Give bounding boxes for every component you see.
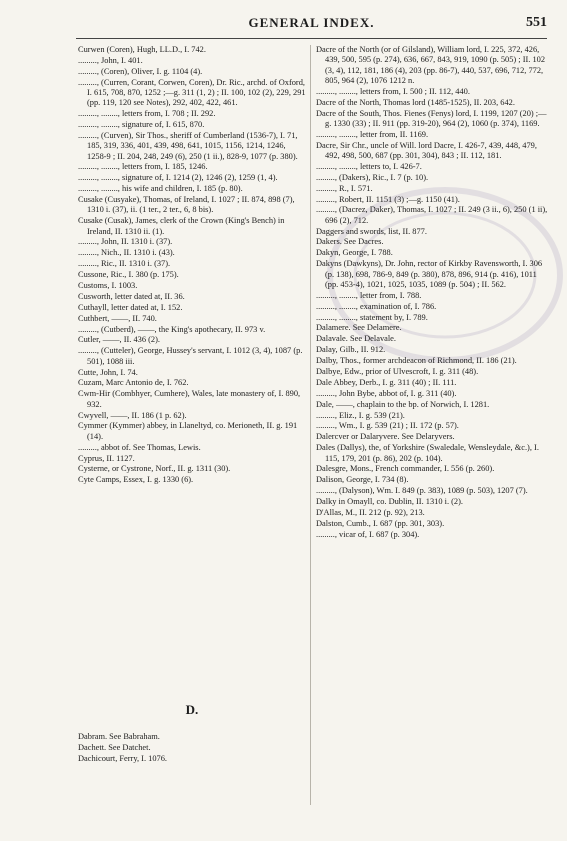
index-entry: Daggers and swords, list, II. 877.: [316, 226, 427, 236]
index-entry: Dakers. See Dacres.: [316, 237, 384, 247]
index-entry: Cusworth, letter dated at, II. 36.: [78, 291, 185, 301]
index-entry: Customs, I. 1003.: [78, 281, 138, 291]
index-entry: Cymmer (Kymmer) abbey, in Llaneltyd, co. Merioneth, II. g. 191 (14).: [78, 421, 298, 441]
index-entry: ........., Nich., II. 1310 i. (43).: [78, 248, 175, 258]
index-entry: ........., ........, signature of, I. 615, 870.: [78, 120, 205, 130]
index-entry: Cyprus, II. 1127.: [78, 453, 135, 463]
index-entry: Curwen (Coren), Hugh, LL.D., I. 742.: [78, 45, 206, 54]
index-entry: ........., ........, letters from, I. 500 ; II. 112, 440.: [316, 86, 470, 96]
index-entry: Dalavale. See Delavale.: [316, 334, 396, 344]
index-entry: ........., ........, signature of, I. 1214 (2), 1246 (2), 1259 (1, 4).: [78, 173, 278, 183]
index-entry: Dalston, Cumb., I. 687 (pp. 301, 303).: [316, 518, 445, 528]
index-entry: Dachett. See Datchet.: [78, 743, 151, 752]
index-entry: Dacre of the North, Thomas lord (1485-1525), II. 203, 642.: [316, 97, 515, 107]
index-entry: ........., (Dalyson), Wm. I. 849 (p. 383), 1089 (p. 503), 1207 (7).: [316, 486, 528, 496]
index-entry: ........., R., I. 571.: [316, 183, 373, 193]
index-entry: ........., (Cutteler), George, Hussey's servant, I. 1012 (3, 4), 1087 (p. 501), 1088 iii.: [78, 346, 303, 366]
column-divider: [310, 45, 311, 805]
right-column: [316, 45, 548, 541]
section-heading-d: D.: [185, 702, 199, 717]
index-entry: ........., (Cutberd), ——, the King's apothecary, II. 973 v.: [78, 324, 266, 334]
index-entry: Dalky in Omayll, co. Dublin, II. 1310 i. (2).: [316, 497, 464, 507]
header-rule: [76, 38, 547, 39]
index-entry: Dabram. See Babraham.: [78, 732, 160, 741]
index-entry: Cusake (Cusyake), Thomas, of Ireland, I. 1027 ; II. 874, 898 (7), 1310 i. (37), ii. (1 ter., 2 ter., 6, 8 bis).: [78, 195, 295, 215]
index-entry: Cusake (Cusak), James, clerk of the Crown (King's Bench) in Ireland, II. 1310 ii. (1).: [78, 216, 285, 236]
index-entry: ........., Ric., II. 1310 i. (37).: [78, 259, 171, 269]
index-entry: D'Allas, M., II. 212 (p. 92), 213.: [316, 507, 425, 517]
index-entry: Dakyn, George, I. 788.: [316, 248, 393, 258]
index-entry: ........., ........, letters to, I. 426-7.: [316, 161, 422, 171]
index-entry: ........., ........, statement by, I. 789.: [316, 312, 428, 322]
index-entry: ........., (Dacrez, Daker), Thomas, I. 1027 ; II. 249 (3 ii., 6), 250 (1 ii), 696 (2), 712.: [316, 205, 548, 225]
index-entry: Dalby, Thos., former archdeacon of Richmond, II. 186 (21).: [316, 356, 517, 366]
index-entry: ........., Robert, II. 1151 (3) ;—g. 1150 (41).: [316, 194, 460, 204]
index-entry: ........., (Curren, Corant, Corwen, Coren), Dr. Ric., archd. of Oxford, I. 615, 708, 870, 1252 ;—g. 311 (1, 2) ; II. 100, 102 (2), 229, 291 (pp. 119, 120 see Notes), 292, 402, 422, 461.: [78, 77, 306, 108]
index-entry: Dalesgre, Mons., French commander, I. 556 (p. 260).: [316, 464, 495, 474]
index-entry: Cuthbert, ——, II. 740.: [78, 313, 157, 323]
index-entry: Dacre of the South, Thos. Fienes (Fenys) lord, I. 1199, 1207 (20) ;—g. 1330 (33) ; II. 911 (pp. 319-20), 964 (2), 1060 (p. 374), 1169.: [316, 108, 547, 128]
index-entry: Dale Abbey, Derb., I. g. 311 (40) ; II. 111.: [316, 377, 457, 387]
running-header: [76, 15, 547, 37]
index-entry: ........., ........, letters from, I. 185, 1246.: [78, 162, 208, 172]
index-entry: Cwm-Hir (Combhyer, Cumhere), Wales, late monastery of, I. 890, 932.: [78, 389, 301, 409]
index-entry: Dacre of the North (or of Gilsland), William lord, I. 225, 372, 426, 439, 500, 595 (p. 274), 636, 667, 843, 919, 1090 (p. 505) ; II. 102 (3, 4), 112, 181, 186 (4), 203 (pp. 86-7), 440, 537, 696, 712, 772, 805, 964 (2), 1076 1212 n.: [316, 45, 546, 85]
index-entry: Dalercver or Dalaryvere. See Delaryvers.: [316, 432, 455, 442]
index-entry: ........., (Curven), Sir Thos., sheriff of Cumberland (1536-7), I. 71, 185, 319, 336, 401, 439, 498, 641, 1015, 1156, 1214, 1246, 1258-9 ; II. 204, 248, 249 (6), 250 (1 ii.), 828-9, 1077 (p. 380).: [78, 130, 298, 161]
index-entry: ........., ........, letter from, II. 1169.: [316, 129, 429, 139]
index-entry: ........., ........, letter from, I. 788.: [316, 290, 422, 300]
index-entry: ........., John, II. 1310 i. (37).: [78, 237, 173, 247]
index-entry: ........., vicar of, I. 687 (p. 304).: [316, 529, 420, 539]
left-column: [78, 45, 306, 486]
page-number: 551: [526, 15, 547, 30]
index-entry: ........., ........, examination of, I. 786.: [316, 301, 437, 311]
index-entry: Dalison, George, I. 734 (8).: [316, 475, 409, 485]
index-entry: Dale, ——, chaplain to the bp. of Norwich, I. 1281.: [316, 399, 490, 409]
index-entry: ........., (Dakers), Ric., I. 7 (p. 10).: [316, 172, 429, 182]
index-entry: Dachicourt, Ferry, I. 1076.: [78, 754, 167, 763]
index-entry: ........., John, I. 401.: [78, 55, 143, 65]
index-entry: ........., (Coren), Oliver, I. g. 1104 (4).: [78, 66, 203, 76]
index-entry: ........., John Bybe, abbot of, I. g. 311 (40).: [316, 388, 457, 398]
index-entry: Dales (Dallys), the, of Yorkshire (Swaledale, Wensleydale, &c.), I. 115, 179, 201 (p. 86), 202 (p. 104).: [316, 443, 539, 463]
index-entry: ........., ........, letters from, I. 708 ; II. 292.: [78, 109, 216, 119]
index-entry: Dalay, Gilb., II. 912.: [316, 345, 386, 355]
index-entry: ........., Wm., I. g. 539 (21) ; II. 172 (p. 57).: [316, 421, 459, 431]
index-entry: Cwyvell, ——, II. 186 (1 p. 62).: [78, 410, 187, 420]
left-column-d-section: [78, 732, 306, 765]
index-entry: ........., ........, his wife and children, I. 185 (p. 80).: [78, 184, 243, 194]
index-entry: Cuthayll, letter dated at, I. 152.: [78, 302, 183, 312]
index-entry: Cysterne, or Cystrone, Norf., II. g. 1311 (30).: [78, 464, 231, 474]
index-entry: ........., abbot of. See Thomas, Lewis.: [78, 442, 201, 452]
index-entry: Dalbye, Edw., prior of Ulvescroft, I. g. 311 (48).: [316, 366, 479, 376]
index-entry: Dacre, Sir Chr., uncle of Will. lord Dacre, I. 426-7, 439, 448, 479, 492, 498, 500, 687 (pp. 301, 304), 843 ; II. 112, 181.: [316, 140, 537, 160]
page-title: GENERAL INDEX.: [248, 15, 375, 30]
index-entry: Dalamere. See Delamere.: [316, 323, 402, 333]
index-entry: Cuzam, Marc Antonio de, I. 762.: [78, 378, 189, 388]
index-entry: ........., Eliz., I. g. 539 (21).: [316, 410, 405, 420]
index-entry: Cutte, John, I. 74.: [78, 367, 138, 377]
index-entry: Cyte Camps, Essex, I. g. 1330 (6).: [78, 475, 194, 485]
index-entry: Cutler, ——, II. 436 (2).: [78, 335, 161, 345]
index-entry: Dakyns (Dawkyns), Dr. John, rector of Kirkby Ravensworth, I. 306 (p. 138), 698, 786-9, 849 (p. 380), 878, 896, 914 (p. 416), 1011 (pp. 453-4), 1021, 1025, 1035, 1089 (p. 504) ; II. 562.: [316, 259, 543, 289]
index-entry: Cussone, Ric., I. 380 (p. 175).: [78, 270, 179, 280]
